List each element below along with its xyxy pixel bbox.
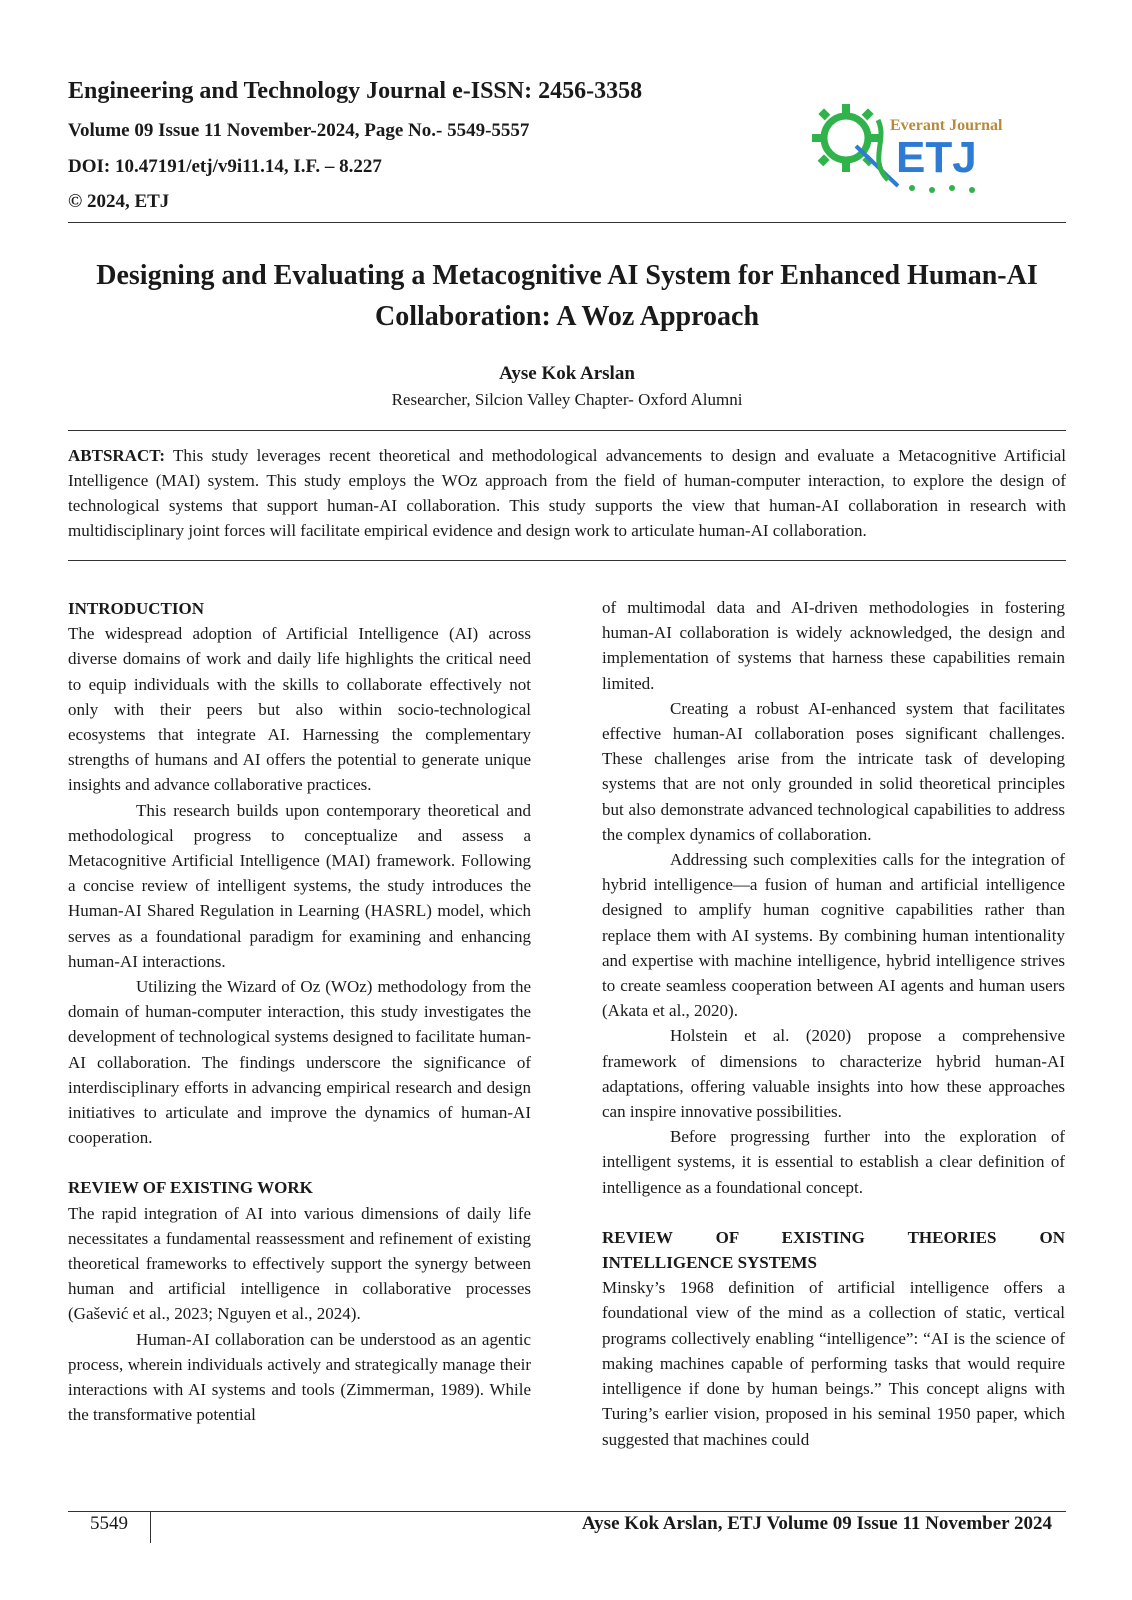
footer-citation: Ayse Kok Arslan, ETJ Volume 09 Issue 11 November 2024 — [581, 1513, 1052, 1534]
footer-divider — [150, 1511, 151, 1543]
section-heading-review: REVIEW OF EXISTING WORK — [68, 1178, 313, 1198]
paragraph: The widespread adoption of Artificial Intelligence (AI) across diverse domains of work and daily life highlights the critical need to equip individuals with the skills to collaborate effectively not only with their peers but also within socio-technological ecosystems that integrate AI. Harnessing the complementary strengths of humans and AI offers the potential to generate unique insights and advance collaborative practices. — [68, 624, 531, 795]
author-affiliation: Researcher, Silcion Valley Chapter- Oxford Alumni — [391, 390, 743, 409]
logo-text-main: ETJ — [896, 133, 977, 182]
abstract-top-rule — [68, 430, 1066, 431]
paragraph: Creating a robust AI-enhanced system that facilitates effective human-AI collaboration poses significant challenges. These challenges arise from the intricate task of developing systems that are not only grounded in solid theoretical principles but also demonstrate advanced technological capabilities to address the complex dynamics of collaboration. — [602, 698, 1065, 844]
header-rule — [68, 222, 1066, 223]
page-number: 5549 — [90, 1513, 128, 1534]
abstract — [68, 443, 1066, 543]
logo-text-top: Everant Journal — [890, 117, 1003, 134]
abstract-bottom-rule — [68, 560, 1066, 561]
paragraph: The rapid integration of AI into various dimensions of daily life necessitates a fundamental reassessment and refinement of existing theoretical frameworks to effectively support the synergy between human and artificial intelligence in collaborative processes (Gašević et al., 2023; Nguyen et al., 2024). — [68, 1203, 531, 1324]
paper-title: Designing and Evaluating a Metacognitive AI System for Enhanced Human-AI Collaboration: A Woz Approach — [96, 260, 1038, 332]
journal-name: Engineering and Technology Journal e-ISSN: 2456-3358 — [68, 78, 643, 104]
paragraph: Utilizing the Wizard of Oz (WOz) methodology from the domain of human-computer interaction, this study investigates the development of technological systems designed to facilitate human-AI collaboration. The findings underscore the significance of interdisciplinary efforts in advancing empirical research and design initiatives to articulate and improve the dynamics of human-AI cooperation. — [68, 977, 531, 1148]
volume-info: Volume 09 Issue 11 November-2024, Page No.- 5549-5557 — [68, 120, 530, 141]
copyright: © 2024, ETJ — [68, 191, 170, 212]
right-column — [602, 595, 1065, 1452]
abstract-label: ABTSRACT: — [68, 446, 165, 465]
paragraph: This research builds upon contemporary theoretical and methodological progress to conceptualize and assess a Metacognitive Artificial Intelligence (MAI) framework. Following a concise review of intelligent systems, the study introduces the Human-AI Shared Regulation in Learning (HASRL) model, which serves as a foundational paradigm for examining and enhancing human-AI interactions. — [68, 800, 531, 971]
paragraph: Addressing such complexities calls for the integration of hybrid intelligence—a fusion of human and artificial intelligence designed to amplify human cognitive capabilities rather than replace them with AI systems. By combining human intentionality and expertise with machine intelligence, hybrid intelligence strives to create seamless cooperation between AI agents and human users (Akata et al., 2020). — [602, 850, 1065, 1021]
footer-rule — [68, 1511, 1066, 1512]
paragraph: Human-AI collaboration can be understood as an agentic process, wherein individuals actively and strategically manage their interactions with AI systems and tools (Zimmerman, 1989). While the transformative potential — [68, 1329, 531, 1425]
paragraph: Before progressing further into the exploration of intelligent systems, it is essential to establish a clear definition of intelligence as a foundational concept. — [602, 1127, 1065, 1197]
abstract-text: This study leverages recent theoretical and methodological advancements to design and evaluate a Metacognitive Artificial Intelligence (MAI) system. This study employs the WOz approach from the field of human-computer interaction, to explore the design of technological systems that support human-AI collaboration. This study supports the view that human-AI collaboration in research with multidisciplinary joint forces will facilitate empirical evidence and design work to articulate human-AI collaboration. — [68, 446, 1066, 540]
paragraph: of multimodal data and AI-driven methodologies in fostering human-AI collaboration is widely acknowledged, the design and implementation of systems that harness these capabilities remain limited. — [602, 598, 1065, 693]
doi-info: DOI: 10.47191/etj/v9i11.14, I.F. – 8.227 — [68, 156, 382, 177]
section-heading-theories-cont: INTELLIGENCE SYSTEMS — [602, 1253, 817, 1273]
paragraph: Minsky’s 1968 definition of artificial intelligence offers a foundational view of the mind as a collection of static, vertical programs collectively enabling “intelligence”: “AI is the science of making machines capable of performing tasks that would require intelligence if done by human beings.” This concept aligns with Turing’s earlier vision, proposed in his seminal 1950 paper, which suggested that machines could — [602, 1278, 1065, 1449]
author-name: Ayse Kok Arslan — [499, 363, 635, 384]
paragraph: Holstein et al. (2020) propose a comprehensive framework of dimensions to characterize hybrid human-AI adaptations, offering valuable insights into how these approaches can inspire innovative possibilities. — [602, 1026, 1065, 1122]
left-column — [68, 596, 531, 1428]
section-heading-introduction: INTRODUCTION — [68, 599, 205, 618]
etj-logo — [808, 100, 1018, 200]
gear-logo-icon — [812, 104, 898, 186]
section-heading-theories: REVIEW OF EXISTING THEORIES ON — [602, 1227, 1065, 1247]
